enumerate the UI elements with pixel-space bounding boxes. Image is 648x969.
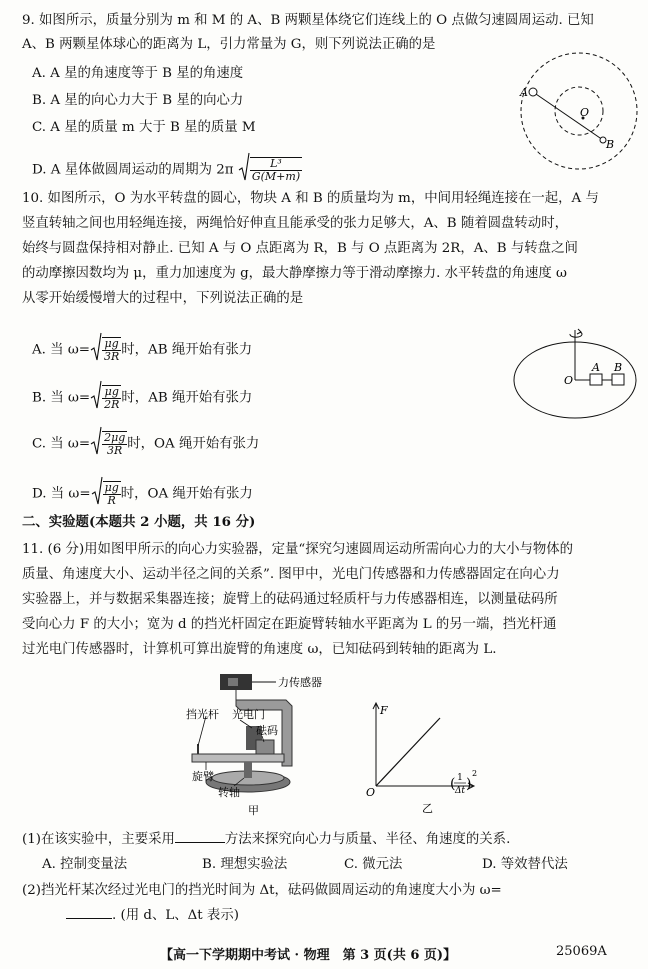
q11-sub2-answer-blank[interactable] — [66, 906, 112, 919]
q11-sub1-stem — [22, 830, 510, 849]
fig-label-force-sensor: 力传感器 — [278, 676, 322, 689]
q10-option-a[interactable] — [32, 332, 252, 368]
graph-x-label-pow: 2 — [472, 769, 478, 778]
q10-option-d-prefix: D. 当 ω= — [32, 486, 91, 502]
q11-stem-line3: 实验器上，并与数据采集器连接；旋臂上的砝码通过轻质杆与力传感器相连，以测量砝码所 — [22, 592, 558, 607]
q9-option-d-fraction: $\frac{\text{L³}}{G(M+m)}$ — [251, 157, 301, 183]
q10-fig-label-b: B — [614, 361, 623, 374]
q9-stem-line2: A、B 两颗星体球心的距离为 L，引力常量为 G，则下列说法正确的是 — [22, 37, 436, 52]
q11-sub1-option-d[interactable]: D. 等效替代法 — [482, 857, 568, 872]
svg-text:(: ( — [450, 776, 456, 792]
q11-sub1-suffix: 方法来探究向心力与质量、半径、角速度的关系. — [224, 832, 511, 847]
graph-line — [376, 718, 440, 786]
q9-fig-label-o: O — [580, 106, 590, 119]
q10-turntable-figure — [510, 318, 640, 428]
q9-option-c[interactable]: C. A 星的质量 m 大于 B 星的质量 M — [32, 120, 256, 135]
q9-option-d[interactable] — [32, 152, 302, 188]
q11-sub1-answer-blank[interactable] — [175, 830, 225, 843]
graph-y-label: F — [380, 704, 388, 717]
q11-stem-line4: 受向心力 F 的大小；宽为 d 的挡光杆固定在距旋臂转轴水平距离为 L 的另一端，挡光杆通 — [22, 617, 557, 632]
q9-option-a[interactable]: A. A 星的角速度等于 B 星的角速度 — [32, 66, 244, 81]
sqrt-symbol — [238, 152, 250, 188]
q10-option-b-prefix: B. 当 ω= — [32, 390, 91, 406]
fig-label-weight: 砝码 — [256, 724, 278, 737]
q10-fig-label-a: A — [592, 361, 600, 374]
q10-option-a-suffix: 时，AB 绳开始有张力 — [121, 342, 253, 358]
q11-sub1-option-b[interactable]: B. 理想实验法 — [202, 857, 288, 872]
q11-stem-line5: 过光电门传感器时，计算机可算出旋臂的角速度 ω，已知砝码到转轴的距离为 L. — [22, 642, 497, 657]
q9-option-d-prefix: D. A 星体做圆周运动的周期为 2π — [32, 162, 234, 178]
q10-stem-line5: 从零开始缓慢增大的过程中，下列说法正确的是 — [22, 291, 304, 306]
q11-sub1-option-c[interactable]: C. 微元法 — [344, 857, 403, 872]
q11-apparatus-figure-jia — [178, 670, 328, 820]
sqrt-symbol — [90, 332, 102, 368]
exam-code: 25069A — [556, 944, 607, 959]
graph-x-label-num: 1 — [457, 773, 463, 783]
page-footer: 【高一下学期期中考试 · 物理 第 3 页(共 6 页)】 — [160, 948, 457, 963]
q10-option-c-suffix: 时，OA 绳开始有张力 — [127, 436, 260, 452]
q10-option-b[interactable] — [32, 380, 252, 416]
q9-fig-label-b: B — [606, 138, 615, 151]
q9-fig-label-a: A — [520, 86, 528, 99]
q10-stem-line4: 的动摩擦因数均为 μ，重力加速度为 g，最大静摩擦力等于滑动摩擦力. 水平转盘的角速度 ω — [22, 266, 567, 281]
q10-option-c[interactable] — [32, 426, 259, 462]
q10-stem-line1: 10. 如图所示，O 为水平转盘的圆心，物块 A 和 B 的质量均为 m，中间用轻绳连接在一起，A 与 — [22, 191, 599, 206]
q11-sub2-line2 — [66, 906, 239, 925]
q9-binary-star-figure — [512, 44, 638, 172]
q10-option-b-fraction: $\frac{\mu g}{2R}$ — [104, 385, 120, 411]
fig-label-photogate: 光电门 — [232, 708, 265, 721]
q10-option-c-prefix: C. 当 ω= — [32, 436, 91, 452]
q11-sub2-suffix: . (用 d、L、Δt 表示) — [112, 908, 239, 923]
q10-option-d-fraction: $\frac{\mu g}{R}$ — [104, 481, 119, 507]
fig-label-jia: 甲 — [248, 804, 259, 817]
fig-label-axis: 转轴 — [218, 786, 240, 799]
section-2-title: 二、实验题(本题共 2 小题，共 16 分) — [22, 514, 256, 530]
q10-option-a-prefix: A. 当 ω= — [32, 342, 90, 358]
q10-option-a-fraction: $\frac{\mu g}{3R}$ — [103, 337, 120, 363]
q9-stem-line1: 9. 如图所示，质量分别为 m 和 M 的 A、B 两颗星体绕它们连线上的 O 点做匀速圆周运动. 已知 — [22, 13, 594, 28]
sqrt-symbol — [90, 426, 102, 462]
q10-stem-line3: 始终与圆盘保持相对静止. 已知 A 与 O 点距离为 R，B 与 O 点距离为 2R，A、B 与转盘之间 — [22, 241, 578, 256]
q11-stem-line1: 11. (6 分)用如图甲所示的向心力实验器，定量“探究匀速圆周运动所需向心力的大小与物体的 — [22, 542, 574, 557]
graph-x-label-den: Δt — [454, 786, 466, 796]
q11-sub1-prefix: (1)在该实验中，主要采用 — [22, 832, 175, 847]
graph-origin-label: O — [366, 786, 376, 799]
q10-option-b-suffix: 时，AB 绳开始有张力 — [121, 390, 253, 406]
q10-option-d[interactable] — [32, 476, 253, 512]
sqrt-symbol — [91, 476, 103, 512]
fig-label-light-bar: 挡光杆 — [186, 708, 219, 721]
q11-stem-line2: 质量、角速度大小、运动半径之间的关系”. 图甲中，光电门传感器和力传感器固定在向心力 — [22, 567, 560, 582]
q11-sub2-line1: (2)挡光杆某次经过光电门的挡光时间为 Δt，砝码做圆周运动的角速度大小为 ω= — [22, 883, 502, 898]
q10-option-d-suffix: 时，OA 绳开始有张力 — [120, 486, 253, 502]
fig-label-arm: 旋臂 — [192, 770, 214, 783]
q11-sub1-option-a[interactable]: A. 控制变量法 — [42, 857, 128, 872]
q10-option-c-fraction: $\frac{2\mu g}{3R}$ — [104, 431, 126, 457]
q10-fig-label-o: O — [564, 374, 574, 387]
q11-graph-figure-yi — [362, 700, 492, 820]
sqrt-symbol — [90, 380, 102, 416]
q9-option-b[interactable]: B. A 星的向心力大于 B 星的向心力 — [32, 93, 244, 108]
svg-text:): ) — [466, 776, 472, 792]
q10-stem-line2: 竖直转轴之间也用轻绳连接，两绳恰好伸直且能承受的张力足够大，A、B 随着圆盘转动时， — [22, 216, 568, 231]
fig-label-yi: 乙 — [422, 802, 433, 815]
